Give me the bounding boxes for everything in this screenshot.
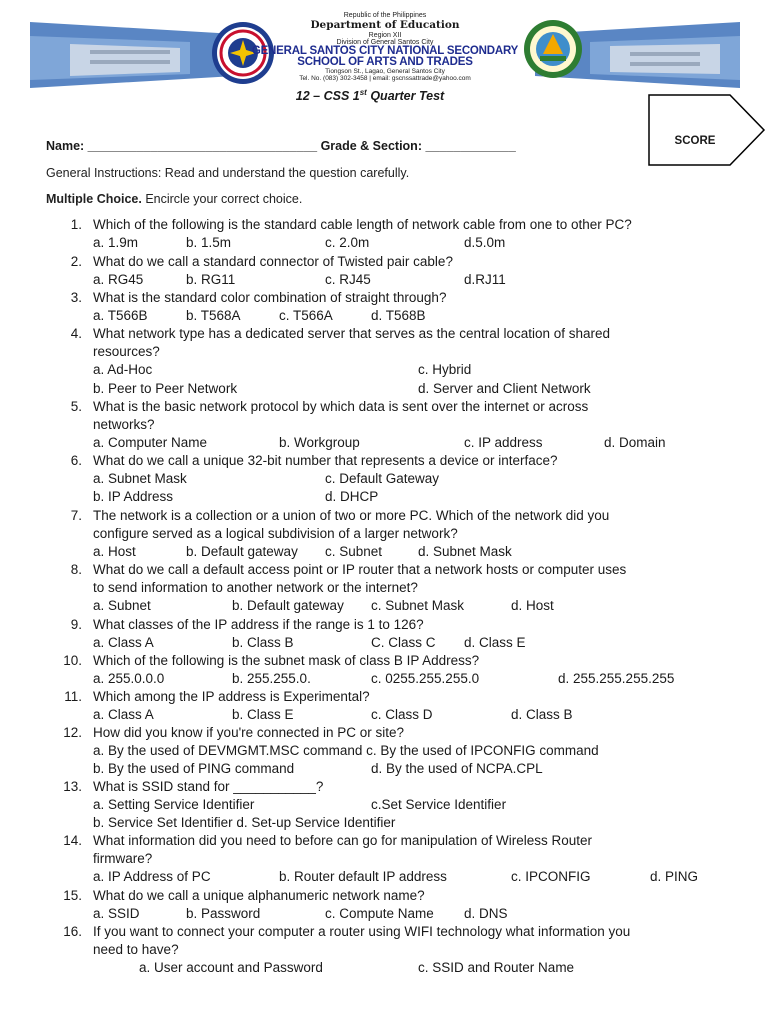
question-number: 16. bbox=[63, 924, 82, 939]
question-text: How did you know if you're connected in PC or site? bbox=[93, 725, 404, 740]
score-box bbox=[648, 94, 766, 166]
school-seal-logo bbox=[522, 18, 584, 80]
mc-text: Encircle your correct choice. bbox=[141, 192, 303, 206]
question-text: Which of the following is the standard cable length of network cable from one to other PC? bbox=[93, 217, 632, 232]
question-text: firmware? bbox=[93, 851, 153, 867]
answer-option: b. 255.255.0. bbox=[232, 671, 311, 687]
question-text: configure served as a logical subdivision of a larger network? bbox=[93, 526, 458, 542]
answer-option: c. T566A bbox=[279, 308, 333, 324]
answer-option: a. IP Address of PC bbox=[93, 869, 211, 885]
answer-option: a. RG45 bbox=[93, 272, 144, 288]
answer-option: d. T568B bbox=[371, 308, 426, 324]
answer-option: d. Subnet Mask bbox=[418, 544, 512, 560]
school-name-line2: SCHOOL OF ARTS AND TRADES bbox=[297, 55, 473, 68]
republic-text: Republic of the Philippines bbox=[343, 12, 427, 19]
answer-option: c. SSID and Router Name bbox=[418, 960, 575, 976]
answer-option: a. Ad-Hoc bbox=[93, 362, 153, 378]
answer-option: C. Class C bbox=[371, 635, 436, 651]
school-address: Tiongson St., Lagao, General Santos City bbox=[325, 67, 445, 75]
answer-option: c. IP address bbox=[464, 435, 543, 451]
question-number: 14. bbox=[63, 833, 82, 848]
answer-option: b. 1.5m bbox=[186, 235, 232, 251]
answer-option: b. Service Set Identifier d. Set-up Service Identifier bbox=[93, 815, 396, 831]
question-text: What classes of the IP address if the range is 1 to 126? bbox=[93, 617, 424, 632]
answer-option: c.Set Service Identifier bbox=[371, 797, 507, 813]
question-text: networks? bbox=[93, 417, 155, 433]
title-rest: Quarter Test bbox=[366, 89, 445, 104]
answer-option: d. Domain bbox=[604, 435, 666, 451]
answer-option: d. PING bbox=[650, 869, 699, 885]
question-number: 1. bbox=[70, 217, 82, 232]
answer-option: d. Server and Client Network bbox=[418, 380, 591, 396]
answer-option: b. T568A bbox=[186, 308, 241, 324]
department-text: Department of Education bbox=[310, 19, 460, 31]
answer-option: a. Subnet bbox=[93, 598, 151, 614]
answer-option: b. Password bbox=[186, 906, 261, 922]
answer-option: d. Class E bbox=[464, 635, 526, 651]
question-text: resources? bbox=[93, 344, 160, 360]
title-main: 12 – CSS 1 bbox=[295, 89, 360, 104]
score-label: SCORE bbox=[674, 135, 716, 147]
answer-option: a. SSID bbox=[93, 906, 140, 922]
question-text: What do we call a default access point or IP router that a network hosts or computer uses bbox=[93, 562, 627, 577]
question-text: What is SSID stand for ___________? bbox=[93, 779, 324, 794]
answer-option: a. Setting Service Identifier bbox=[93, 797, 255, 813]
answer-option: d. Host bbox=[511, 598, 554, 614]
question-text: What network type has a dedicated server that serves as the central location of shared bbox=[93, 326, 611, 341]
answer-option: b. Class E bbox=[232, 707, 294, 723]
question-number: 4. bbox=[70, 326, 82, 341]
answer-option: c. 2.0m bbox=[325, 235, 370, 251]
answer-option: a. T566B bbox=[93, 308, 148, 324]
answer-option: d. DHCP bbox=[325, 489, 379, 505]
multiple-choice-instruction bbox=[46, 192, 302, 206]
school-contact: Tel. No. (083) 302-3458 | email: gscnssattrade@yahoo.com bbox=[299, 75, 471, 82]
answer-option: b. By the used of PING command bbox=[93, 761, 295, 777]
answer-option: b. Default gateway bbox=[186, 544, 298, 560]
answer-option: a. 255.0.0.0 bbox=[93, 671, 165, 687]
answer-option: d.RJ11 bbox=[464, 272, 506, 288]
answer-option: a. Class A bbox=[93, 635, 154, 651]
question-number: 10. bbox=[63, 653, 82, 668]
answer-option: b. RG11 bbox=[186, 272, 236, 288]
answer-option: d. By the used of NCPA.CPL bbox=[371, 761, 543, 777]
question-text: What do we call a unique alphanumeric network name? bbox=[93, 888, 425, 903]
answer-option: a. User account and Password bbox=[139, 960, 323, 976]
answer-option: b. Peer to Peer Network bbox=[93, 380, 238, 396]
general-instructions: General Instructions: Read and understand the question carefully. bbox=[46, 166, 410, 180]
question-number: 5. bbox=[70, 399, 82, 414]
question-text: What do we call a unique 32-bit number that represents a device or interface? bbox=[93, 453, 558, 468]
answer-option: d. 255.255.255.255 bbox=[558, 671, 675, 687]
question-text: If you want to connect your computer a router using WIFI technology what information you bbox=[93, 924, 631, 939]
question-text: The network is a collection or a union of two or more PC. Which of the network did you bbox=[93, 508, 610, 523]
answer-option: a. 1.9m bbox=[93, 235, 139, 251]
answer-option: b. Class B bbox=[232, 635, 294, 651]
title-sup: st bbox=[359, 88, 367, 97]
answer-option: b. Default gateway bbox=[232, 598, 344, 614]
answer-option: c. RJ45 bbox=[325, 272, 371, 288]
school-header bbox=[250, 12, 520, 83]
answer-option: c. Hybrid bbox=[418, 362, 472, 378]
answer-option: c. Class D bbox=[371, 707, 433, 723]
answer-option: b. IP Address bbox=[93, 489, 174, 505]
region-text: Region XII bbox=[368, 31, 402, 39]
question-text: What do we call a standard connector of Twisted pair cable? bbox=[93, 254, 453, 269]
answer-option: c. Default Gateway bbox=[325, 471, 440, 487]
question-text: What is the standard color combination of straight through? bbox=[93, 290, 447, 305]
question-number: 12. bbox=[63, 725, 82, 740]
answer-option: d. Class B bbox=[511, 707, 573, 723]
answer-option: a. Subnet Mask bbox=[93, 471, 187, 487]
answer-option: a. Host bbox=[93, 544, 136, 560]
school-name-line1: GENERAL SANTOS CITY NATIONAL SECONDARY bbox=[251, 44, 519, 57]
question-number: 8. bbox=[70, 562, 82, 577]
name-grade-line: Name: _________________________________ Grade & Section: _____________ bbox=[46, 139, 516, 153]
question-number: 3. bbox=[70, 290, 82, 305]
question-text: to send information to another network or the internet? bbox=[93, 580, 418, 596]
answer-option: d. DNS bbox=[464, 906, 508, 922]
answer-option: c. Subnet Mask bbox=[371, 598, 465, 614]
question-text: need to have? bbox=[93, 942, 179, 958]
answer-option: a. Class A bbox=[93, 707, 154, 723]
question-number: 7. bbox=[70, 508, 82, 523]
question-number: 11. bbox=[64, 689, 82, 704]
test-title bbox=[240, 88, 500, 103]
question-text: Which of the following is the subnet mask of class B IP Address? bbox=[93, 653, 480, 668]
answer-option: c. Compute Name bbox=[325, 906, 434, 922]
question-number: 13. bbox=[63, 779, 82, 794]
answer-option: b. Router default IP address bbox=[279, 869, 447, 885]
division-text: Division of General Santos City bbox=[336, 38, 434, 46]
answer-option: c. Subnet bbox=[325, 544, 383, 560]
question-number: 15. bbox=[63, 888, 82, 903]
question-number: 6. bbox=[70, 453, 82, 468]
question-number: 9. bbox=[70, 617, 82, 632]
answer-option: c. IPCONFIG bbox=[511, 869, 591, 885]
answer-option: d.5.0m bbox=[464, 235, 506, 251]
answer-option: a. By the used of DEVMGMT.MSC command c. By the used of IPCONFIG command bbox=[93, 743, 599, 759]
question-text: What is the basic network protocol by which data is sent over the internet or across bbox=[93, 399, 589, 414]
question-text: What information did you need to before can go for manipulation of Wireless Router bbox=[93, 833, 593, 848]
question-number: 2. bbox=[70, 254, 82, 269]
answer-option: c. 0255.255.255.0 bbox=[371, 671, 480, 687]
question-text: Which among the IP address is Experimental? bbox=[93, 689, 370, 704]
mc-label: Multiple Choice. bbox=[46, 192, 142, 206]
answer-option: b. Workgroup bbox=[279, 435, 360, 451]
answer-option: a. Computer Name bbox=[93, 435, 208, 451]
